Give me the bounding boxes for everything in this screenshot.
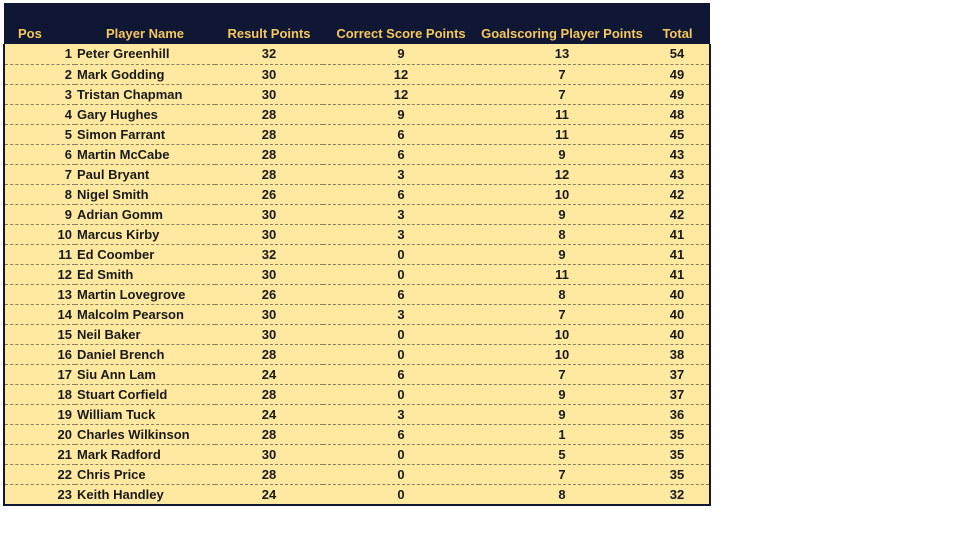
cell-correct-score-points: 0 <box>323 464 479 484</box>
cell-pos: 20 <box>4 424 75 444</box>
cell-correct-score-points: 6 <box>323 144 479 164</box>
table-row <box>4 284 710 304</box>
header-total: Total <box>662 26 693 41</box>
cell-player-name: William Tuck <box>75 404 215 424</box>
table-row <box>4 324 710 344</box>
cell-player-name: Martin Lovegrove <box>75 284 215 304</box>
cell-correct-score-points: 6 <box>323 124 479 144</box>
cell-goalscoring-player-points: 8 <box>479 284 645 304</box>
cell-total: 41 <box>645 244 710 264</box>
cell-total: 43 <box>645 164 710 184</box>
header-correct-score-points: Correct Score Points <box>336 26 466 41</box>
cell-total: 36 <box>645 404 710 424</box>
table-row <box>4 244 710 264</box>
cell-total: 45 <box>645 124 710 144</box>
cell-correct-score-points: 0 <box>323 264 479 284</box>
table-body <box>4 44 710 505</box>
cell-result-points: 30 <box>215 264 323 284</box>
cell-result-points: 30 <box>215 304 323 324</box>
cell-goalscoring-player-points: 7 <box>479 364 645 384</box>
table-row <box>4 444 710 464</box>
table-row <box>4 124 710 144</box>
table-row <box>4 204 710 224</box>
cell-result-points: 30 <box>215 64 323 84</box>
cell-pos: 22 <box>4 464 75 484</box>
cell-result-points: 24 <box>215 364 323 384</box>
cell-result-points: 28 <box>215 104 323 124</box>
cell-total: 38 <box>645 344 710 364</box>
cell-total: 49 <box>645 64 710 84</box>
cell-result-points: 30 <box>215 224 323 244</box>
cell-goalscoring-player-points: 5 <box>479 444 645 464</box>
cell-player-name: Tristan Chapman <box>75 84 215 104</box>
cell-result-points: 28 <box>215 164 323 184</box>
header-row <box>4 3 710 44</box>
table-row <box>4 404 710 424</box>
cell-total: 37 <box>645 364 710 384</box>
cell-pos: 2 <box>4 64 75 84</box>
table-row <box>4 164 710 184</box>
cell-correct-score-points: 3 <box>323 224 479 244</box>
table-row <box>4 184 710 204</box>
cell-player-name: Ed Smith <box>75 264 215 284</box>
table-row <box>4 304 710 324</box>
cell-goalscoring-player-points: 9 <box>479 384 645 404</box>
cell-result-points: 28 <box>215 144 323 164</box>
cell-player-name: Charles Wilkinson <box>75 424 215 444</box>
cell-goalscoring-player-points: 10 <box>479 184 645 204</box>
cell-total: 41 <box>645 224 710 244</box>
cell-pos: 14 <box>4 304 75 324</box>
cell-pos: 23 <box>4 484 75 505</box>
table-row <box>4 44 710 64</box>
cell-pos: 5 <box>4 124 75 144</box>
cell-total: 40 <box>645 284 710 304</box>
header-result-points: Result Points <box>227 26 311 41</box>
cell-total: 49 <box>645 84 710 104</box>
header-pos: Pos <box>18 26 42 41</box>
cell-goalscoring-player-points: 11 <box>479 264 645 284</box>
cell-pos: 10 <box>4 224 75 244</box>
cell-player-name: Siu Ann Lam <box>75 364 215 384</box>
table-row <box>4 424 710 444</box>
cell-result-points: 30 <box>215 204 323 224</box>
table-row <box>4 344 710 364</box>
cell-goalscoring-player-points: 11 <box>479 104 645 124</box>
cell-pos: 9 <box>4 204 75 224</box>
cell-goalscoring-player-points: 12 <box>479 164 645 184</box>
cell-pos: 18 <box>4 384 75 404</box>
cell-result-points: 28 <box>215 464 323 484</box>
cell-pos: 19 <box>4 404 75 424</box>
cell-pos: 11 <box>4 244 75 264</box>
cell-correct-score-points: 0 <box>323 484 479 505</box>
cell-player-name: Peter Greenhill <box>75 44 215 64</box>
cell-player-name: Stuart Corfield <box>75 384 215 404</box>
cell-total: 35 <box>645 444 710 464</box>
cell-pos: 17 <box>4 364 75 384</box>
cell-pos: 8 <box>4 184 75 204</box>
cell-correct-score-points: 3 <box>323 164 479 184</box>
cell-pos: 16 <box>4 344 75 364</box>
cell-total: 35 <box>645 464 710 484</box>
cell-correct-score-points: 3 <box>323 404 479 424</box>
cell-correct-score-points: 0 <box>323 444 479 464</box>
cell-player-name: Marcus Kirby <box>75 224 215 244</box>
table-row <box>4 484 710 505</box>
cell-correct-score-points: 0 <box>323 344 479 364</box>
cell-pos: 7 <box>4 164 75 184</box>
cell-player-name: Paul Bryant <box>75 164 215 184</box>
cell-pos: 15 <box>4 324 75 344</box>
cell-total: 37 <box>645 384 710 404</box>
table-row <box>4 64 710 84</box>
cell-correct-score-points: 6 <box>323 184 479 204</box>
cell-player-name: Chris Price <box>75 464 215 484</box>
cell-result-points: 28 <box>215 384 323 404</box>
cell-player-name: Martin McCabe <box>75 144 215 164</box>
cell-result-points: 30 <box>215 324 323 344</box>
cell-goalscoring-player-points: 8 <box>479 224 645 244</box>
table-row <box>4 384 710 404</box>
cell-correct-score-points: 6 <box>323 284 479 304</box>
cell-correct-score-points: 9 <box>323 44 479 64</box>
cell-total: 42 <box>645 204 710 224</box>
cell-result-points: 28 <box>215 424 323 444</box>
cell-player-name: Simon Farrant <box>75 124 215 144</box>
cell-player-name: Daniel Brench <box>75 344 215 364</box>
cell-correct-score-points: 12 <box>323 64 479 84</box>
table-row <box>4 84 710 104</box>
header-goalscoring-player-points: Goalscoring Player Points <box>481 26 643 41</box>
cell-correct-score-points: 0 <box>323 244 479 264</box>
cell-result-points: 26 <box>215 184 323 204</box>
cell-correct-score-points: 0 <box>323 324 479 344</box>
cell-pos: 1 <box>4 44 75 64</box>
cell-player-name: Neil Baker <box>75 324 215 344</box>
cell-correct-score-points: 3 <box>323 204 479 224</box>
cell-goalscoring-player-points: 7 <box>479 84 645 104</box>
cell-pos: 13 <box>4 284 75 304</box>
cell-goalscoring-player-points: 9 <box>479 144 645 164</box>
cell-goalscoring-player-points: 7 <box>479 64 645 84</box>
table-row <box>4 224 710 244</box>
cell-total: 41 <box>645 264 710 284</box>
cell-player-name: Ed Coomber <box>75 244 215 264</box>
league-table <box>3 3 711 506</box>
table-row <box>4 264 710 284</box>
cell-goalscoring-player-points: 10 <box>479 324 645 344</box>
cell-goalscoring-player-points: 7 <box>479 304 645 324</box>
cell-result-points: 32 <box>215 44 323 64</box>
cell-pos: 21 <box>4 444 75 464</box>
table-row <box>4 364 710 384</box>
cell-goalscoring-player-points: 9 <box>479 244 645 264</box>
cell-goalscoring-player-points: 7 <box>479 464 645 484</box>
cell-total: 54 <box>645 44 710 64</box>
cell-pos: 12 <box>4 264 75 284</box>
cell-goalscoring-player-points: 9 <box>479 404 645 424</box>
cell-player-name: Malcolm Pearson <box>75 304 215 324</box>
cell-result-points: 24 <box>215 484 323 505</box>
cell-pos: 3 <box>4 84 75 104</box>
cell-player-name: Nigel Smith <box>75 184 215 204</box>
cell-total: 40 <box>645 324 710 344</box>
cell-total: 43 <box>645 144 710 164</box>
cell-goalscoring-player-points: 10 <box>479 344 645 364</box>
cell-correct-score-points: 6 <box>323 364 479 384</box>
table-row <box>4 104 710 124</box>
cell-correct-score-points: 6 <box>323 424 479 444</box>
cell-correct-score-points: 0 <box>323 384 479 404</box>
cell-correct-score-points: 9 <box>323 104 479 124</box>
cell-total: 48 <box>645 104 710 124</box>
table-row <box>4 464 710 484</box>
cell-result-points: 28 <box>215 344 323 364</box>
cell-player-name: Mark Godding <box>75 64 215 84</box>
cell-total: 35 <box>645 424 710 444</box>
cell-correct-score-points: 3 <box>323 304 479 324</box>
cell-result-points: 24 <box>215 404 323 424</box>
cell-goalscoring-player-points: 1 <box>479 424 645 444</box>
cell-goalscoring-player-points: 11 <box>479 124 645 144</box>
cell-result-points: 32 <box>215 244 323 264</box>
cell-player-name: Adrian Gomm <box>75 204 215 224</box>
cell-player-name: Gary Hughes <box>75 104 215 124</box>
cell-goalscoring-player-points: 13 <box>479 44 645 64</box>
cell-player-name: Keith Handley <box>75 484 215 505</box>
cell-player-name: Mark Radford <box>75 444 215 464</box>
cell-result-points: 30 <box>215 84 323 104</box>
cell-pos: 6 <box>4 144 75 164</box>
cell-result-points: 26 <box>215 284 323 304</box>
cell-result-points: 28 <box>215 124 323 144</box>
table-row <box>4 144 710 164</box>
cell-pos: 4 <box>4 104 75 124</box>
cell-total: 40 <box>645 304 710 324</box>
cell-total: 42 <box>645 184 710 204</box>
cell-goalscoring-player-points: 9 <box>479 204 645 224</box>
header-player-name: Player Name <box>105 26 185 41</box>
cell-result-points: 30 <box>215 444 323 464</box>
cell-goalscoring-player-points: 8 <box>479 484 645 505</box>
cell-correct-score-points: 12 <box>323 84 479 104</box>
cell-total: 32 <box>645 484 710 505</box>
